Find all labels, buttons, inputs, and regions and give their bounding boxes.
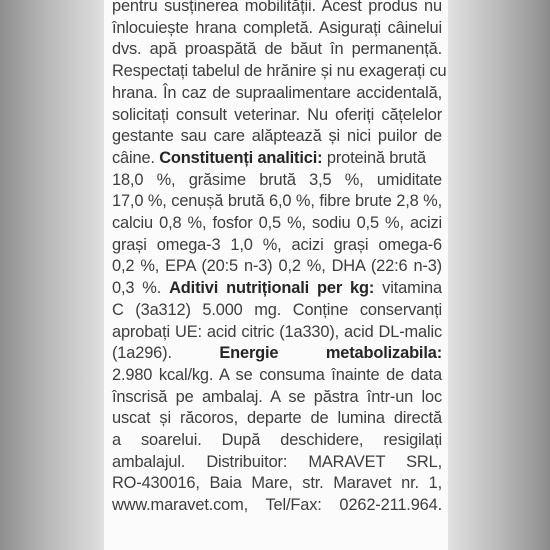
text-line: 17,0 %, cenușă brută 6,0 %, fibre brute 2,8 %, — [112, 192, 442, 211]
heading-constituents: Constituenți analitici: — [159, 148, 323, 167]
text-fragment: proteină brută — [326, 148, 426, 167]
text-line: dvs. apă proaspătă de băut în permanență. — [112, 40, 442, 59]
text-line: 2.980 kcal/kg. A se consuma înainte de data — [112, 365, 442, 384]
text-line — [112, 278, 442, 300]
text-fragment: vitamina — [382, 279, 442, 298]
text-line: calciu 0,8 %, fosfor 0,5 %, sodiu 0,5 %, acizi — [112, 214, 442, 233]
text-line: grași omega-3 1,0 %, acizi grași omega-6 — [112, 235, 442, 254]
text-line: aprobați UE: acid citric (1a330), acid DL-malic — [112, 322, 442, 341]
text-line: înlocuiește hrana completă. Asigurați câinelui — [112, 18, 442, 37]
text-line: 18,0 %, grăsime brută 3,5 %, umiditate — [112, 170, 442, 189]
product-label — [104, 0, 448, 550]
text-line: a soarelui. După deschidere, resigilați — [112, 431, 442, 450]
label-text — [112, 0, 447, 517]
heading-energy: Energie metabolizabila: — [219, 344, 443, 363]
text-line: C (3a312) 5.000 mg. Conține conservanți — [112, 300, 442, 319]
text-line: solicitați consult veterinar. Nu oferiți cățelelor — [112, 105, 442, 124]
text-line: gestante sau care alăptează și nici puilor de — [112, 127, 442, 146]
text-line: Respectați tabelul de hrănire și nu exagerați cu — [112, 62, 447, 81]
heading-additives: Aditivi nutriționali per kg: — [169, 279, 375, 298]
text-line: pentru susținerea mobilității. Acest produs nu — [112, 0, 442, 15]
text-line — [112, 148, 442, 170]
package-left-edge — [0, 0, 108, 550]
text-line: 0,2 %, EPA (20:5 n-3) 0,2 %, DHA (22:6 n-3) — [112, 257, 442, 276]
text-line: uscat și răcoros, departe de lumina directă — [112, 409, 442, 428]
package-right-edge — [445, 0, 550, 550]
text-fragment: (1a296). — [112, 344, 172, 363]
text-line — [112, 343, 442, 365]
text-line: înscrisă pe ambalaj. A se păstra într-un loc — [112, 387, 442, 406]
text-line: www.maravet.com, Tel/Fax: 0262-211.964. — [112, 496, 442, 515]
text-line: RO-430016, Baia Mare, str. Maravet nr. 1, — [112, 474, 442, 493]
text-line: hrana. În caz de supraalimentare accidentală, — [112, 83, 442, 102]
text-line: ambalajul. Distribuitor: MARAVET SRL, — [112, 452, 442, 471]
text-fragment: 0,3 %. — [112, 279, 162, 298]
text-fragment: câine. — [112, 148, 155, 167]
